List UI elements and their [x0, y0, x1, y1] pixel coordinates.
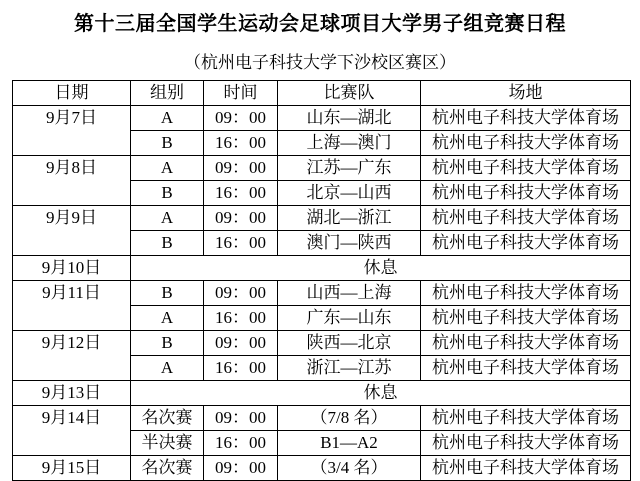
table-row: [13, 206, 631, 231]
teams-cell: 湖北—浙江: [278, 206, 421, 231]
group-cell: A: [131, 306, 204, 331]
header-cell-time: 时间: [204, 81, 278, 106]
teams-cell: 澳门—陕西: [278, 231, 421, 256]
time-cell: 09：00: [204, 206, 278, 231]
teams-cell: B1—A2: [278, 431, 421, 456]
teams-cell: 浙江—江苏: [278, 356, 421, 381]
date-cell: 9月10日: [13, 256, 131, 281]
venue-cell: 杭州电子科技大学体育场: [421, 206, 631, 231]
venue-cell: 杭州电子科技大学体育场: [421, 306, 631, 331]
rest-cell: 休息: [131, 381, 631, 406]
time-cell: 16：00: [204, 131, 278, 156]
header-row: [13, 81, 631, 106]
date-cell: 9月11日: [13, 281, 131, 331]
group-cell: 名次赛: [131, 406, 204, 431]
group-cell: 名次赛: [131, 456, 204, 481]
table-row: [13, 331, 631, 356]
time-cell: 09：00: [204, 156, 278, 181]
time-cell: 16：00: [204, 181, 278, 206]
document-title: 第十三届全国学生运动会足球项目大学男子组竞赛日程: [74, 13, 566, 35]
teams-cell: 陕西—北京: [278, 331, 421, 356]
group-cell: A: [131, 106, 204, 131]
teams-cell: 江苏—广东: [278, 156, 421, 181]
group-cell: B: [131, 131, 204, 156]
teams-cell: 山东—湖北: [278, 106, 421, 131]
teams-cell: 山西—上海: [278, 281, 421, 306]
venue-cell: 杭州电子科技大学体育场: [421, 281, 631, 306]
time-cell: 16：00: [204, 356, 278, 381]
teams-cell: （3/4 名）: [278, 456, 421, 481]
time-cell: 16：00: [204, 306, 278, 331]
group-cell: A: [131, 156, 204, 181]
venue-cell: 杭州电子科技大学体育场: [421, 156, 631, 181]
date-cell: 9月12日: [13, 331, 131, 381]
time-cell: 09：00: [204, 106, 278, 131]
rest-cell: 休息: [131, 256, 631, 281]
rest-row: [13, 381, 631, 406]
time-cell: 16：00: [204, 431, 278, 456]
venue-cell: 杭州电子科技大学体育场: [421, 406, 631, 431]
venue-cell: 杭州电子科技大学体育场: [421, 356, 631, 381]
venue-cell: 杭州电子科技大学体育场: [421, 431, 631, 456]
date-cell: 9月7日: [13, 106, 131, 156]
header-cell-group: 组别: [131, 81, 204, 106]
table-row: [13, 156, 631, 181]
venue-cell: 杭州电子科技大学体育场: [421, 456, 631, 481]
table-row: [13, 406, 631, 431]
rest-row: [13, 256, 631, 281]
teams-cell: （7/8 名）: [278, 406, 421, 431]
group-cell: B: [131, 181, 204, 206]
table-row: [13, 456, 631, 481]
group-cell: B: [131, 231, 204, 256]
venue-cell: 杭州电子科技大学体育场: [421, 331, 631, 356]
group-cell: 半决赛: [131, 431, 204, 456]
schedule-table: [12, 80, 631, 481]
date-cell: 9月8日: [13, 156, 131, 206]
time-cell: 09：00: [204, 331, 278, 356]
venue-cell: 杭州电子科技大学体育场: [421, 231, 631, 256]
date-cell: 9月9日: [13, 206, 131, 256]
group-cell: B: [131, 331, 204, 356]
group-cell: A: [131, 206, 204, 231]
date-cell: 9月13日: [13, 381, 131, 406]
header-cell-date: 日期: [13, 81, 131, 106]
teams-cell: 广东—山东: [278, 306, 421, 331]
date-cell: 9月14日: [13, 406, 131, 456]
table-row: [13, 106, 631, 131]
group-cell: B: [131, 281, 204, 306]
time-cell: 16：00: [204, 231, 278, 256]
header-cell-teams: 比赛队: [278, 81, 421, 106]
table-row: [13, 281, 631, 306]
document-subtitle: （杭州电子科技大学下沙校区赛区）: [184, 53, 456, 72]
venue-cell: 杭州电子科技大学体育场: [421, 181, 631, 206]
teams-cell: 北京—山西: [278, 181, 421, 206]
time-cell: 09：00: [204, 281, 278, 306]
date-cell: 9月15日: [13, 456, 131, 481]
header-cell-venue: 场地: [421, 81, 631, 106]
group-cell: A: [131, 356, 204, 381]
venue-cell: 杭州电子科技大学体育场: [421, 131, 631, 156]
teams-cell: 上海—澳门: [278, 131, 421, 156]
time-cell: 09：00: [204, 406, 278, 431]
venue-cell: 杭州电子科技大学体育场: [421, 106, 631, 131]
time-cell: 09：00: [204, 456, 278, 481]
